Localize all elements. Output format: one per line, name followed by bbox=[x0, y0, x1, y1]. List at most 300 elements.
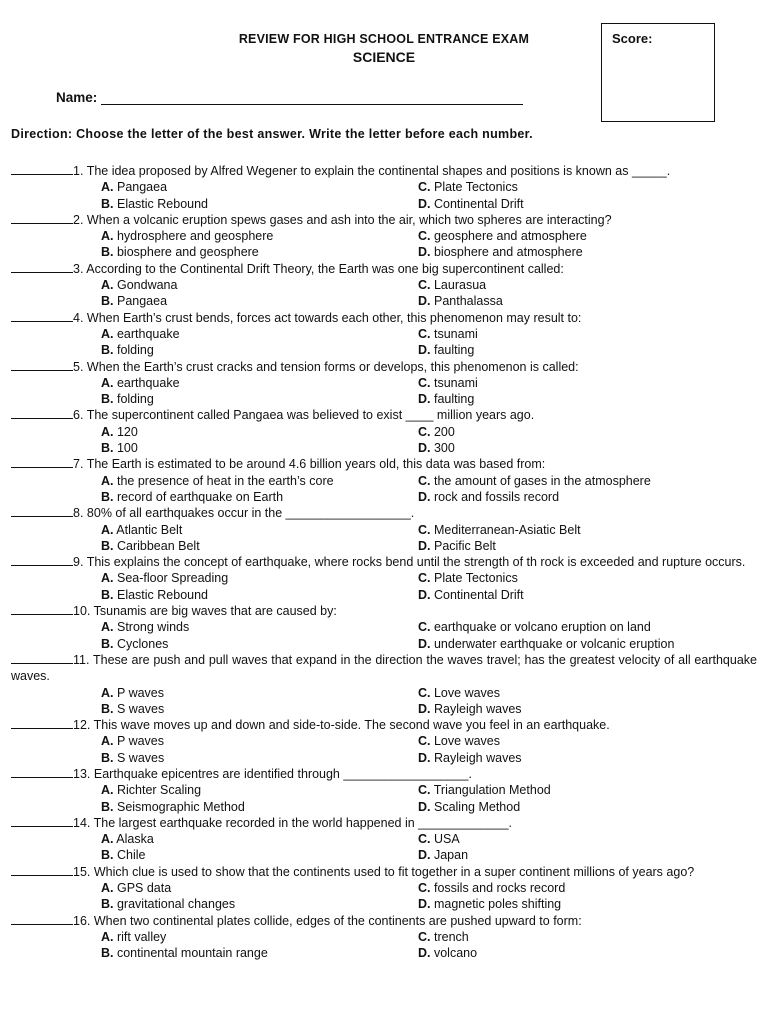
option-text: 300 bbox=[433, 441, 455, 456]
option-letter: B. bbox=[101, 799, 114, 814]
question-number: 14. bbox=[73, 815, 91, 830]
option-row bbox=[11, 326, 757, 342]
option-text: Rayleigh waves bbox=[433, 750, 522, 765]
answer-option bbox=[418, 179, 518, 195]
question-item bbox=[11, 652, 757, 717]
question-text: When Earth’s crust bends, forces act towards each other, this phenomenon may result to: bbox=[86, 310, 582, 325]
question-number: 16. bbox=[73, 913, 91, 928]
option-row bbox=[11, 733, 757, 749]
option-letter: C. bbox=[418, 278, 431, 293]
answer-option bbox=[418, 375, 478, 391]
question-number: 7. bbox=[73, 457, 84, 472]
option-letter: C. bbox=[418, 522, 431, 537]
question-text: When a volcanic eruption spews gases and ash into the air, which two spheres are interacting? bbox=[86, 212, 612, 227]
answer-blank[interactable] bbox=[11, 359, 73, 371]
question-line bbox=[11, 310, 757, 326]
option-letter: A. bbox=[101, 620, 114, 635]
option-letter: C. bbox=[418, 375, 431, 390]
answer-option bbox=[418, 228, 587, 244]
option-text: Panthalassa bbox=[433, 294, 503, 309]
question-line bbox=[11, 456, 757, 472]
option-letter: D. bbox=[418, 392, 431, 407]
option-text: magnetic poles shifting bbox=[433, 897, 562, 912]
question-item bbox=[11, 505, 757, 554]
option-text: 120 bbox=[116, 424, 138, 439]
option-text: earthquake or volcano eruption on land bbox=[433, 620, 651, 635]
option-text: earthquake bbox=[116, 326, 180, 341]
answer-blank[interactable] bbox=[11, 864, 73, 876]
option-letter: A. bbox=[101, 929, 114, 944]
option-letter: A. bbox=[101, 881, 114, 896]
answer-option bbox=[11, 391, 418, 407]
option-text: Laurasua bbox=[433, 278, 487, 293]
answer-blank[interactable] bbox=[11, 652, 73, 664]
option-text: S waves bbox=[116, 750, 165, 765]
option-text: Atlantic Belt bbox=[116, 522, 183, 537]
option-row bbox=[11, 619, 757, 635]
option-letter: A. bbox=[101, 375, 114, 390]
answer-option bbox=[11, 375, 418, 391]
option-letter: D. bbox=[418, 294, 431, 309]
option-letter: B. bbox=[101, 489, 114, 504]
question-text: The idea proposed by Alfred Wegener to explain the continental shapes and positions is known as _____. bbox=[86, 164, 671, 178]
option-row bbox=[11, 196, 757, 212]
answer-option bbox=[11, 440, 418, 456]
answer-option bbox=[11, 945, 418, 961]
option-letter: B. bbox=[101, 750, 114, 765]
option-text: Scaling Method bbox=[433, 799, 521, 814]
answer-option bbox=[418, 293, 503, 309]
answer-option bbox=[418, 440, 455, 456]
option-letter: A. bbox=[101, 473, 114, 488]
answer-blank[interactable] bbox=[11, 212, 73, 224]
option-text: Pangaea bbox=[116, 180, 168, 195]
option-letter: D. bbox=[418, 750, 431, 765]
answer-option bbox=[11, 619, 418, 635]
option-text: rift valley bbox=[116, 929, 167, 944]
answer-option bbox=[11, 326, 418, 342]
answer-option bbox=[11, 277, 418, 293]
answer-option bbox=[418, 326, 478, 342]
option-row bbox=[11, 391, 757, 407]
answer-option bbox=[11, 685, 418, 701]
exam-subject: SCIENCE bbox=[352, 49, 416, 65]
option-letter: D. bbox=[418, 489, 431, 504]
question-list bbox=[11, 163, 757, 962]
answer-option bbox=[418, 831, 460, 847]
option-letter: C. bbox=[418, 734, 431, 749]
answer-option bbox=[11, 342, 418, 358]
option-text: faulting bbox=[433, 343, 475, 358]
option-row bbox=[11, 440, 757, 456]
question-item bbox=[11, 310, 757, 359]
option-text: Plate Tectonics bbox=[433, 571, 518, 586]
answer-blank[interactable] bbox=[11, 717, 73, 729]
option-text: tsunami bbox=[433, 375, 478, 390]
answer-option bbox=[11, 587, 418, 603]
answer-option bbox=[11, 733, 418, 749]
question-text: This explains the concept of earthquake, where rocks bend until the strength of th rock is exceeded and rupture occurs. bbox=[86, 555, 746, 570]
question-text: Tsunamis are big waves that are caused by: bbox=[93, 604, 337, 619]
score-box[interactable] bbox=[601, 23, 715, 122]
option-row bbox=[11, 244, 757, 260]
question-number: 11. bbox=[73, 652, 90, 667]
question-item bbox=[11, 261, 757, 310]
option-row bbox=[11, 750, 757, 766]
answer-option bbox=[11, 929, 418, 945]
option-letter: B. bbox=[101, 441, 114, 456]
answer-blank[interactable] bbox=[11, 603, 73, 615]
option-letter: B. bbox=[101, 294, 114, 309]
option-row bbox=[11, 570, 757, 586]
option-row bbox=[11, 896, 757, 912]
option-text: Sea-floor Spreading bbox=[116, 571, 229, 586]
option-letter: D. bbox=[418, 343, 431, 358]
answer-option bbox=[418, 489, 559, 505]
answer-option bbox=[11, 489, 418, 505]
option-letter: D. bbox=[418, 897, 431, 912]
option-letter: B. bbox=[101, 848, 114, 863]
option-row bbox=[11, 538, 757, 554]
answer-option bbox=[11, 244, 418, 260]
question-text: According to the Continental Drift Theory, the Earth was one big supercontinent called: bbox=[86, 261, 564, 276]
answer-option bbox=[11, 570, 418, 586]
question-number: 6. bbox=[73, 408, 84, 423]
option-row bbox=[11, 424, 757, 440]
option-letter: C. bbox=[418, 783, 431, 798]
answer-option bbox=[418, 619, 651, 635]
option-letter: A. bbox=[101, 832, 114, 847]
option-text: gravitational changes bbox=[116, 897, 236, 912]
answer-option bbox=[11, 880, 418, 896]
option-text: Love waves bbox=[433, 734, 500, 749]
option-text: biosphere and atmosphere bbox=[433, 245, 583, 260]
option-text: Rayleigh waves bbox=[433, 701, 522, 716]
question-number: 3. bbox=[73, 261, 84, 276]
question-item bbox=[11, 407, 757, 456]
option-letter: D. bbox=[418, 636, 431, 651]
option-text: 100 bbox=[116, 441, 138, 456]
answer-blank[interactable] bbox=[11, 456, 73, 468]
option-text: P waves bbox=[116, 685, 164, 700]
option-letter: A. bbox=[101, 522, 114, 537]
option-letter: B. bbox=[101, 897, 114, 912]
question-item bbox=[11, 603, 757, 652]
answer-option bbox=[11, 424, 418, 440]
option-row bbox=[11, 701, 757, 717]
option-letter: A. bbox=[101, 229, 114, 244]
answer-option bbox=[418, 880, 565, 896]
option-letter: C. bbox=[418, 832, 431, 847]
answer-option bbox=[11, 473, 418, 489]
answer-option bbox=[418, 945, 477, 961]
name-row bbox=[56, 90, 523, 105]
option-letter: A. bbox=[101, 783, 114, 798]
answer-option bbox=[11, 782, 418, 798]
option-letter: B. bbox=[101, 245, 114, 260]
answer-option bbox=[418, 896, 561, 912]
option-letter: C. bbox=[418, 685, 431, 700]
option-row bbox=[11, 945, 757, 961]
question-line bbox=[11, 603, 757, 619]
option-letter: C. bbox=[418, 929, 431, 944]
question-number: 12. bbox=[73, 718, 91, 733]
question-item bbox=[11, 864, 757, 913]
option-row bbox=[11, 831, 757, 847]
question-text: The Earth is estimated to be around 4.6 billion years old, this data was based from: bbox=[86, 457, 546, 472]
option-text: Continental Drift bbox=[433, 587, 524, 602]
answer-option bbox=[418, 636, 674, 652]
question-item bbox=[11, 717, 757, 766]
option-letter: A. bbox=[101, 685, 114, 700]
answer-option bbox=[418, 587, 524, 603]
option-letter: C. bbox=[418, 473, 431, 488]
question-item bbox=[11, 554, 757, 603]
option-letter: D. bbox=[418, 245, 431, 260]
question-item bbox=[11, 359, 757, 408]
option-text: hydrosphere and geosphere bbox=[116, 229, 274, 244]
answer-option bbox=[418, 799, 520, 815]
answer-option bbox=[418, 277, 486, 293]
question-line bbox=[11, 261, 757, 277]
answer-blank[interactable] bbox=[11, 261, 73, 273]
exam-title: REVIEW FOR HIGH SCHOOL ENTRANCE EXAM bbox=[238, 32, 530, 46]
option-letter: C. bbox=[418, 229, 431, 244]
question-number: 10. bbox=[73, 604, 91, 619]
answer-blank[interactable] bbox=[11, 407, 73, 419]
option-letter: C. bbox=[418, 180, 431, 195]
option-letter: B. bbox=[101, 196, 114, 211]
option-text: Seismographic Method bbox=[116, 799, 245, 814]
answer-option bbox=[11, 799, 418, 815]
answer-option bbox=[418, 701, 522, 717]
question-line bbox=[11, 913, 757, 929]
option-letter: C. bbox=[418, 571, 431, 586]
option-row bbox=[11, 473, 757, 489]
option-letter: A. bbox=[101, 326, 114, 341]
answer-blank[interactable] bbox=[11, 310, 73, 322]
question-item bbox=[11, 456, 757, 505]
question-item bbox=[11, 163, 757, 212]
question-number: 1. bbox=[73, 164, 84, 178]
option-text: USA bbox=[433, 832, 460, 847]
question-text: 80% of all earthquakes occur in the __________________. bbox=[86, 506, 415, 521]
name-field[interactable] bbox=[101, 92, 523, 105]
answer-blank[interactable] bbox=[11, 554, 73, 566]
option-text: tsunami bbox=[433, 326, 478, 341]
answer-blank[interactable] bbox=[11, 163, 73, 175]
option-row bbox=[11, 179, 757, 195]
option-row bbox=[11, 685, 757, 701]
answer-option bbox=[11, 847, 418, 863]
option-text: 200 bbox=[433, 424, 455, 439]
option-text: Chile bbox=[116, 848, 146, 863]
option-letter: A. bbox=[101, 180, 114, 195]
option-text: GPS data bbox=[116, 881, 172, 896]
answer-option bbox=[418, 538, 496, 554]
answer-option bbox=[11, 701, 418, 717]
answer-option bbox=[11, 636, 418, 652]
question-number: 2. bbox=[73, 212, 84, 227]
answer-blank[interactable] bbox=[11, 815, 73, 827]
option-letter: B. bbox=[101, 538, 114, 553]
option-row bbox=[11, 847, 757, 863]
option-row bbox=[11, 293, 757, 309]
option-letter: D. bbox=[418, 946, 431, 961]
question-number: 9. bbox=[73, 555, 84, 570]
option-text: Cyclones bbox=[116, 636, 169, 651]
answer-option bbox=[11, 896, 418, 912]
option-letter: B. bbox=[101, 636, 114, 651]
option-letter: A. bbox=[101, 571, 114, 586]
answer-option bbox=[418, 847, 468, 863]
option-letter: D. bbox=[418, 587, 431, 602]
option-text: Pangaea bbox=[116, 294, 168, 309]
option-text: continental mountain range bbox=[116, 946, 268, 961]
question-line bbox=[11, 717, 757, 733]
option-row bbox=[11, 587, 757, 603]
answer-blank[interactable] bbox=[11, 766, 73, 778]
question-line bbox=[11, 505, 757, 521]
option-text: folding bbox=[116, 343, 154, 358]
question-text: When the Earth’s crust cracks and tension forms or develops, this phenomenon is called: bbox=[86, 359, 579, 374]
option-text: Continental Drift bbox=[433, 196, 524, 211]
answer-option bbox=[418, 196, 524, 212]
option-letter: D. bbox=[418, 701, 431, 716]
option-text: biosphere and geosphere bbox=[116, 245, 259, 260]
option-text: earthquake bbox=[116, 375, 180, 390]
question-text: The supercontinent called Pangaea was believed to exist ____ million years ago. bbox=[86, 408, 535, 423]
answer-option bbox=[418, 782, 551, 798]
option-letter: D. bbox=[418, 848, 431, 863]
question-line bbox=[11, 359, 757, 375]
option-text: Caribbean Belt bbox=[116, 538, 200, 553]
option-letter: B. bbox=[101, 701, 114, 716]
option-letter: B. bbox=[101, 343, 114, 358]
option-text: underwater earthquake or volcanic eruption bbox=[433, 636, 675, 651]
answer-option bbox=[418, 750, 522, 766]
option-text: S waves bbox=[116, 701, 165, 716]
option-text: Gondwana bbox=[116, 278, 178, 293]
option-text: geosphere and atmosphere bbox=[433, 229, 587, 244]
question-line bbox=[11, 652, 757, 685]
answer-blank[interactable] bbox=[11, 913, 73, 925]
question-line bbox=[11, 554, 757, 570]
answer-option bbox=[418, 522, 581, 538]
answer-option bbox=[418, 391, 474, 407]
option-row bbox=[11, 880, 757, 896]
answer-option bbox=[11, 538, 418, 554]
answer-option bbox=[11, 522, 418, 538]
option-row bbox=[11, 342, 757, 358]
question-line bbox=[11, 815, 757, 831]
option-row bbox=[11, 522, 757, 538]
question-text: This wave moves up and down and side-to-side. The second wave you feel in an earthquake. bbox=[93, 718, 610, 733]
option-row bbox=[11, 636, 757, 652]
answer-option bbox=[418, 473, 651, 489]
answer-option bbox=[11, 831, 418, 847]
option-row bbox=[11, 782, 757, 798]
question-number: 15. bbox=[73, 864, 91, 879]
option-text: Pacific Belt bbox=[433, 538, 496, 553]
question-item bbox=[11, 913, 757, 962]
answer-option bbox=[418, 244, 583, 260]
question-item bbox=[11, 212, 757, 261]
question-text: When two continental plates collide, edges of the continents are pushed upward to form: bbox=[93, 913, 582, 928]
option-text: Strong winds bbox=[116, 620, 190, 635]
option-letter: D. bbox=[418, 196, 431, 211]
question-number: 8. bbox=[73, 506, 84, 521]
question-text: The largest earthquake recorded in the world happened in _____________. bbox=[93, 815, 513, 830]
question-number: 5. bbox=[73, 359, 84, 374]
option-text: Japan bbox=[433, 848, 469, 863]
option-row bbox=[11, 228, 757, 244]
option-text: Richter Scaling bbox=[116, 783, 202, 798]
direction-text: Direction: Choose the letter of the best answer. Write the letter before each number. bbox=[11, 127, 533, 141]
option-text: fossils and rocks record bbox=[433, 881, 566, 896]
option-text: Mediterranean-Asiatic Belt bbox=[433, 522, 581, 537]
question-item bbox=[11, 766, 757, 815]
answer-option bbox=[418, 929, 469, 945]
question-text: Earthquake epicentres are identified through __________________. bbox=[93, 766, 472, 781]
question-line bbox=[11, 766, 757, 782]
question-line bbox=[11, 864, 757, 880]
answer-option bbox=[11, 196, 418, 212]
option-row bbox=[11, 277, 757, 293]
question-line bbox=[11, 407, 757, 423]
option-text: Alaska bbox=[116, 832, 154, 847]
answer-option bbox=[418, 733, 500, 749]
option-text: Triangulation Method bbox=[433, 783, 551, 798]
question-line bbox=[11, 163, 757, 179]
question-line bbox=[11, 212, 757, 228]
option-text: rock and fossils record bbox=[433, 489, 560, 504]
option-letter: A. bbox=[101, 278, 114, 293]
answer-blank[interactable] bbox=[11, 505, 73, 517]
option-letter: A. bbox=[101, 424, 114, 439]
answer-option bbox=[418, 342, 474, 358]
option-text: Plate Tectonics bbox=[433, 180, 518, 195]
option-text: Love waves bbox=[433, 685, 500, 700]
question-number: 13. bbox=[73, 766, 91, 781]
score-label: Score: bbox=[612, 31, 653, 46]
option-letter: B. bbox=[101, 946, 114, 961]
option-text: Elastic Rebound bbox=[116, 587, 209, 602]
answer-option bbox=[11, 293, 418, 309]
option-row bbox=[11, 489, 757, 505]
name-label: Name: bbox=[56, 90, 98, 105]
option-letter: D. bbox=[418, 441, 431, 456]
question-text: These are push and pull waves that expand in the direction the waves travel; has the greatest velocity of all earthquake waves. bbox=[11, 652, 757, 684]
option-letter: A. bbox=[101, 734, 114, 749]
option-letter: C. bbox=[418, 326, 431, 341]
answer-option bbox=[418, 424, 455, 440]
option-letter: C. bbox=[418, 881, 431, 896]
option-row bbox=[11, 799, 757, 815]
option-letter: D. bbox=[418, 538, 431, 553]
option-letter: B. bbox=[101, 587, 114, 602]
question-number: 4. bbox=[73, 310, 84, 325]
option-letter: D. bbox=[418, 799, 431, 814]
option-text: record of earthquake on Earth bbox=[116, 489, 284, 504]
option-text: volcano bbox=[433, 946, 478, 961]
option-letter: C. bbox=[418, 424, 431, 439]
option-text: folding bbox=[116, 392, 154, 407]
option-text: Elastic Rebound bbox=[116, 196, 209, 211]
option-row bbox=[11, 929, 757, 945]
answer-option bbox=[418, 685, 500, 701]
answer-option bbox=[11, 228, 418, 244]
